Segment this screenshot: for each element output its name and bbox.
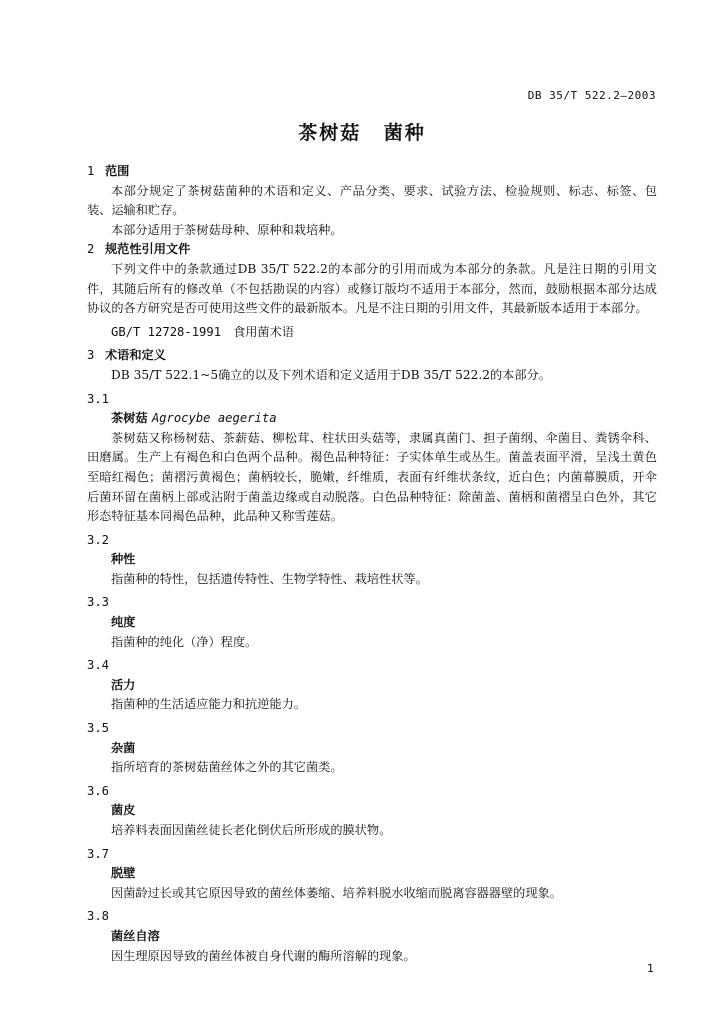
reference-entry bbox=[87, 323, 657, 343]
paragraph: 本部分适用于茶树菇母种、原种和栽培种。 bbox=[111, 222, 343, 237]
paragraph: DB 35/T 522.1~5确立的以及下列术语和定义适用于DB 35/T 522.2的本部分。 bbox=[111, 367, 551, 382]
section-heading-normative-references bbox=[87, 240, 657, 260]
paragraph: 下列文件中的条款通过DB 35/T 522.2的本部分的引用而成为本部分的条款。凡是注日期的引用文件，其随后所有的修改单（不包括勘误的内容）或修订版均不适用于本部分，然而，鼓励根据本部分达成协议的各方研究是否可使用这些文件的最新版本。凡是不注日期的引用文件，其最新版本适用于本部分。 bbox=[87, 261, 657, 316]
term-number: 3.2 bbox=[87, 532, 110, 547]
term-name: 菌丝自溶 bbox=[111, 928, 160, 943]
term-definition: 因菌龄过长或其它原因导致的菌丝体萎缩、培养料脱水收缩而脱离容器器壁的现象。 bbox=[111, 885, 562, 900]
term-number: 3.1 bbox=[87, 391, 110, 406]
term-number: 3.8 bbox=[87, 909, 110, 924]
term-name: 菌皮 bbox=[111, 803, 136, 818]
term-number: 3.3 bbox=[87, 595, 110, 610]
term-name: 杂菌 bbox=[111, 740, 136, 755]
section-title: 术语和定义 bbox=[105, 348, 166, 363]
term-definition: 培养料表面因菌丝徒长老化倒伏后所形成的膜状物。 bbox=[111, 823, 392, 837]
term-name: 种性 bbox=[111, 552, 136, 567]
reference-code: GB/T 12728-1991 bbox=[111, 324, 222, 339]
term-name-text: 茶树菇 bbox=[111, 411, 148, 426]
term-definition: 茶树菇又称杨树菇、茶薪菇、柳松茸、柱状田头菇等，隶属真菌门、担子菌纲、伞菌目、粪锈伞科、田磨属。生产上有褐色和白色两个品种。褐色品种特征：子实体单生或丛生。菌盖表面平滑，呈浅土黄色至暗红褐色；菌褶污黄褐色；菌柄较长，脆嫩，纤维质，表面有纤维状条纹，近白色；内菌幕膜质，开伞后菌环留在菌柄上部或沾附于菌盖边缘或自动脱落。白色品种特征：除菌盖、菌柄和菌褶呈白色外，其它形态特征基本同褐色品种，此品种又称雪莲菇。 bbox=[87, 430, 657, 524]
paragraph: 本部分规定了茶树菇菌种的术语和定义、产品分类、要求、试验方法、检验规则、标志、标签、包装、运输和贮存。 bbox=[87, 183, 657, 218]
section-title: 规范性引用文件 bbox=[105, 242, 191, 257]
term-number: 3.4 bbox=[87, 658, 110, 673]
term-definition: 指菌种的纯化（净）程度。 bbox=[111, 634, 258, 649]
term-name: 脱壁 bbox=[111, 866, 136, 881]
term-number: 3.7 bbox=[87, 846, 110, 861]
section-number: 1 bbox=[87, 164, 95, 178]
reference-title: 食用菌术语 bbox=[233, 324, 294, 339]
term-definition: 指所培育的茶树菇菌丝体之外的其它菌类。 bbox=[111, 760, 343, 775]
standard-number: DB 35/T 522.2—2003 bbox=[527, 89, 656, 102]
document-body bbox=[87, 162, 657, 966]
page-number: 1 bbox=[647, 962, 654, 975]
section-number: 2 bbox=[87, 242, 95, 257]
term-name: 纯度 bbox=[111, 615, 136, 630]
section-number: 3 bbox=[87, 348, 95, 363]
section-heading-terms bbox=[87, 346, 657, 366]
section-title: 范围 bbox=[105, 164, 130, 178]
term-definition: 指菌种的特性，包括遗传特性、生物学特性、栽培性状等。 bbox=[111, 571, 428, 586]
term-definition: 指菌种的生活适应能力和抗逆能力。 bbox=[111, 697, 306, 712]
section-heading-scope bbox=[87, 162, 657, 182]
term-name bbox=[87, 409, 657, 429]
term-latin-name: Agrocybe aegerita bbox=[151, 411, 277, 426]
term-name: 活力 bbox=[111, 677, 136, 692]
document-title: 茶树菇 菌种 bbox=[298, 122, 426, 144]
term-definition: 因生理原因导致的菌丝体被自身代谢的酶所溶解的现象。 bbox=[111, 948, 416, 963]
term-number: 3.6 bbox=[87, 783, 110, 798]
term-number: 3.5 bbox=[87, 721, 110, 736]
